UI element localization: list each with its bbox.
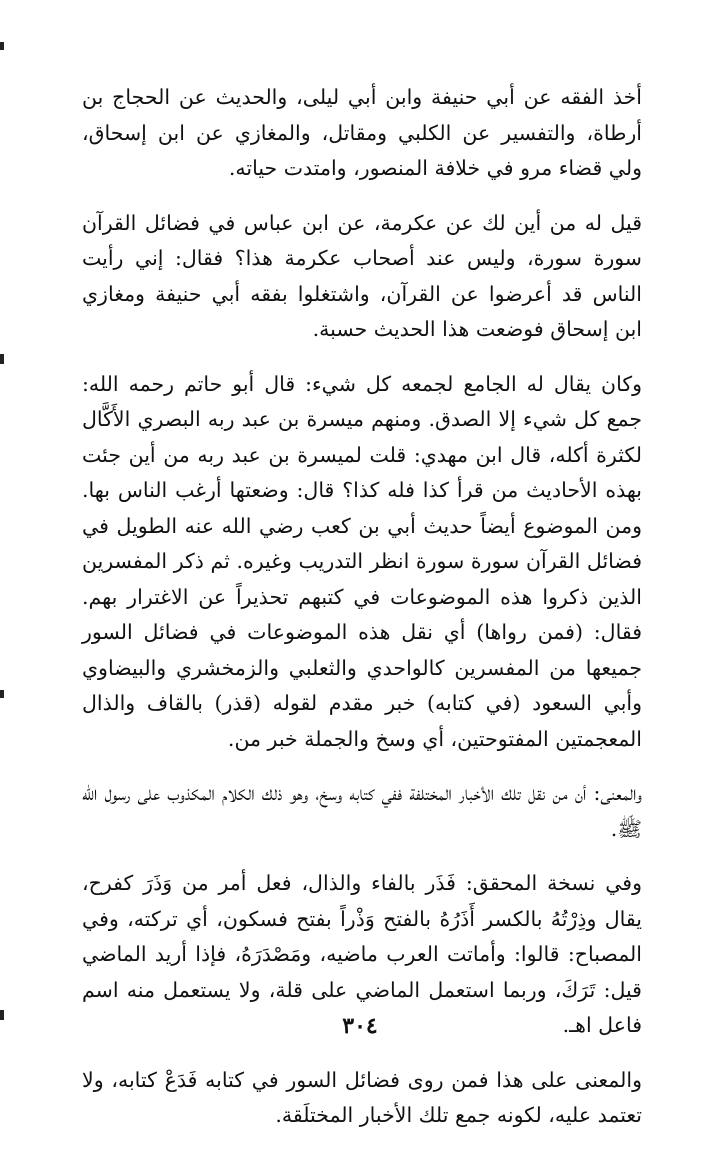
- paragraph-1: أخذ الفقه عن أبي حنيفة وابن أبي ليلى، والحديث عن الحجاج بن أرطاة، والتفسير عن الكلبي ومقاتل، والمغازي عن ابن إسحاق، ولي قضاء مرو في خلافة المنصور، وامتدت حياته.: [82, 85, 642, 180]
- left-edge-mark-lower: [0, 690, 4, 698]
- paragraph-6: والمعنى على هذا فمن روى فضائل السور في كتابه فَدَعْ كتابه، ولا تعتمد عليه، لكونه جمع تلك الأخبار المختلَقة.: [82, 1067, 642, 1127]
- paragraph-3: وكان يقال له الجامع لجمعه كل شيء: قال أبو حاتم رحمه الله: جمع كل شيء إلا الصدق. ومنهم ميسرة بن عبد ربه البصري الأَكَّال لكثرة أكله، قال ابن مهدي: قلت لميسرة بن عبد ربه من أين جئت بهذه الأحاديث من قرأ كذا فله كذا؟ قال: وضعتها أرغب الناس بها. ومن الموضوع أيضاً حديث أبي بن كعب رضي الله عنه الطويل في فضائل القرآن سورة سورة انظر التدريب وغيره. ثم ذكر المفسرين الذين ذكروا هذه الموضوعات في كتبهم تحذيراً عن الاغترار بهم. فقال: (فمن رواها) أي نقل هذه الموضوعات في فضائل السور جميعها من المفسرين كالواحدي والثعلبي والزمخشري والبيضاوي وأبي السعود (في كتابه) خبر مقدم لقوله (قذر) بالقاف والذال المعجمتين المفتوحتين، أي وسخ والجملة خبر من.: [82, 371, 642, 751]
- paragraph-2: قيل له من أين لك عن عكرمة، عن ابن عباس في فضائل القرآن سورة سورة، وليس عند أصحاب عكرمة هذا؟ فقال: إني رأيت الناس قد أعرضوا عن القرآن، واشتغلوا بفقه أبي حنيفة ومغازي ابن إسحاق فوضعت هذا الحديث حسبة.: [82, 210, 642, 341]
- page-body: [82, 80, 642, 1153]
- left-edge-mark-middle: [0, 354, 4, 364]
- left-edge-mark-top: [0, 42, 4, 50]
- paragraph-5: وفي نسخة المحقق: فَذَر بالفاء والذال، فعل أمر من وَذَرَ كفرح، يقال وذِرْتُهُ بالكسر أَذَرُهُ بالفتح وَذْراً بفتح فسكون، أي تركته، وفي المصباح: قالوا: وأماتت العرب ماضيه، ومَصْدَرَهُ، فإذا أريد الماضي قيل: تَرَكَ، وربما استعمل الماضي على قلة، ولا يستعمل منه اسم فاعل اهـ.: [82, 871, 642, 1037]
- paragraph-4: والمعنى: أن من نقل تلك الأخبار المختلفة ففي كتابه وسخ، وهو ذلك الكلام المكذوب على رسول الله ﷺ.: [82, 781, 642, 841]
- page-number: ٣٠٤: [342, 1013, 378, 1039]
